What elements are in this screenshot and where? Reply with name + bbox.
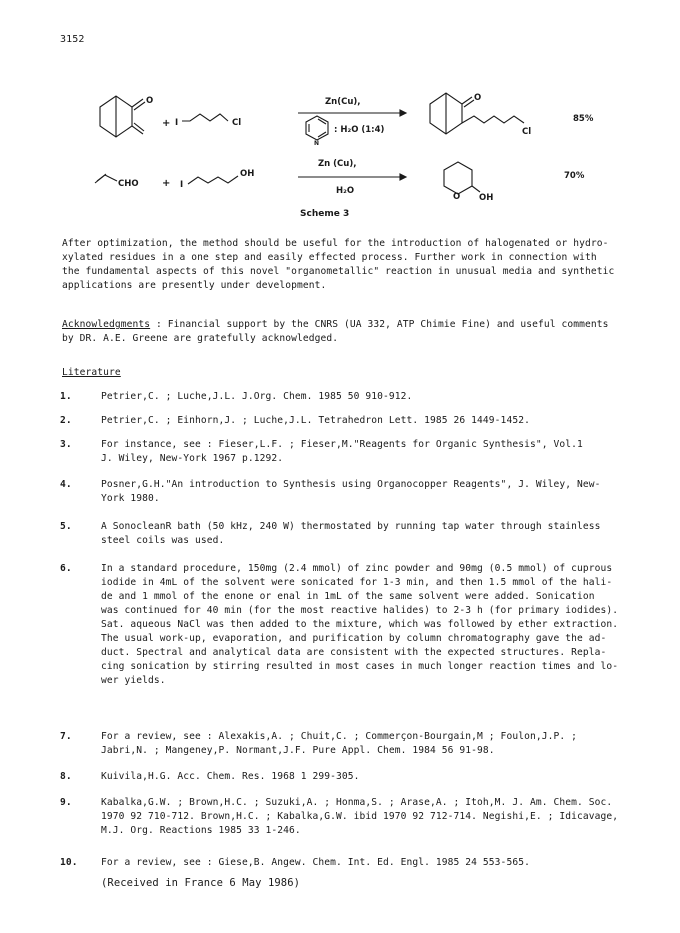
condition-1-bottom: : H₂O (1:4) (334, 125, 385, 135)
plus-sign-2: + (162, 178, 171, 189)
ring-oxygen: O (453, 192, 461, 202)
received-date: (Received in France 6 May 1986) (101, 877, 301, 889)
scheme-caption: Scheme 3 (300, 209, 350, 219)
page-number: 3152 (60, 34, 85, 45)
iodide-label: I (175, 118, 179, 128)
acknowledgments-heading: Acknowledgments (62, 319, 151, 330)
yield-2: 70% (564, 171, 585, 181)
condition-2-bottom: H₂O (336, 186, 355, 196)
tetrahydropyranol-structure (444, 162, 480, 194)
acknowledgments: Acknowledgments : Financial support by the CNRS (UA 332, ATP Chimie Fine) and useful comments by DR. A.E. Greene are gratefully acknowledged. (62, 319, 609, 344)
iodide-label-2: I (180, 180, 184, 190)
sm-oxygen-label: O (146, 96, 154, 106)
hydroxyl-label: OH (240, 169, 255, 179)
chloride-label: Cl (232, 118, 242, 128)
condition-1-top: Zn(Cu), (325, 97, 361, 107)
product-oxygen: O (474, 93, 482, 103)
iodoalkyl-chain (182, 114, 228, 121)
condition-2-top: Zn (Cu), (318, 159, 357, 169)
body-paragraph: After optimization, the method should be useful for the introduction of halogenated or hydro- xylated residues in a one step and easily effected process. Further work in connection with the fundamental aspects of this novel "organometallic" reaction in unusual media and synthetic applications are presently under development. (62, 238, 615, 291)
acrolein-structure (95, 174, 117, 183)
product-hydroxyl: OH (479, 193, 494, 203)
yield-1: 85% (573, 114, 594, 124)
pyridine-nitrogen: N (314, 140, 320, 147)
plus-sign: + (162, 118, 171, 129)
bicyclic-ketone-structure (100, 96, 145, 137)
iodopropanol-chain (188, 176, 238, 184)
aldehyde-label: CHO (118, 179, 139, 189)
pyridine-structure (306, 116, 328, 140)
product-chloride: Cl (522, 127, 532, 137)
literature-heading: Literature (62, 367, 121, 378)
reaction-scheme (0, 0, 680, 230)
